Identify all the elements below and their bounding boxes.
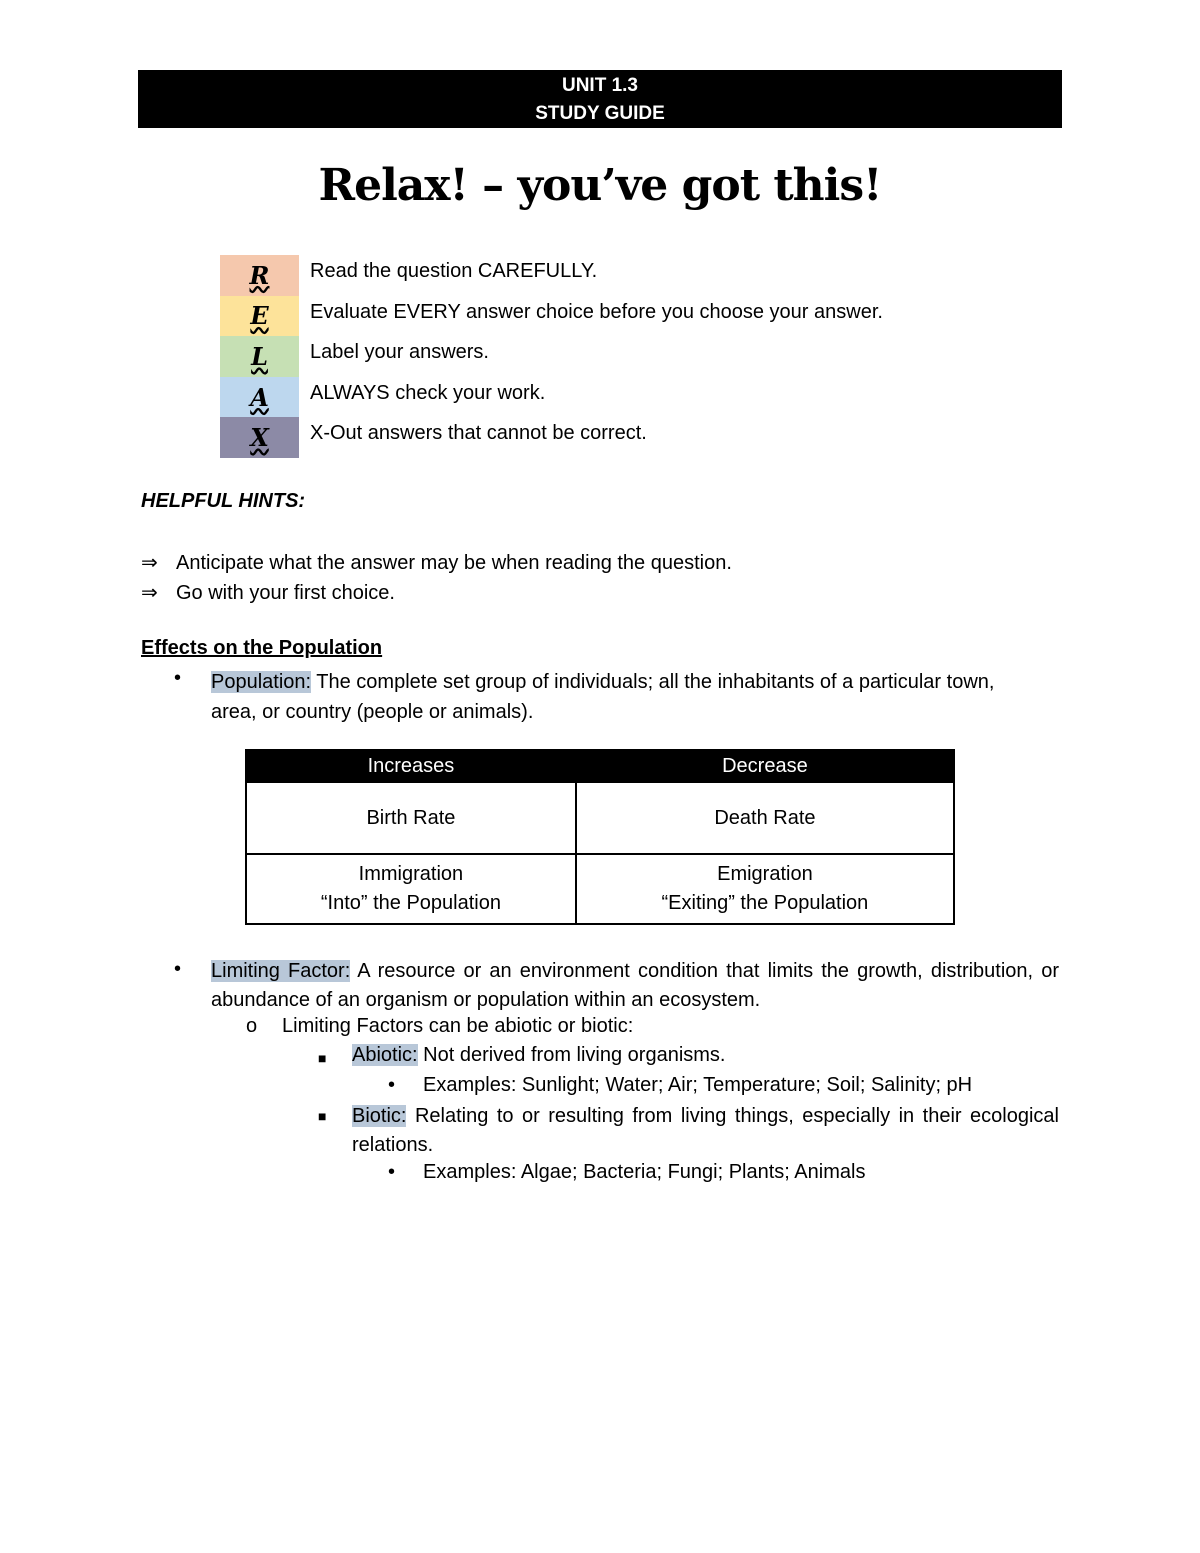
relax-text: Read the question CAREFULLY.: [310, 260, 598, 282]
biotic-text: Relating to or resulting from living things, especially in their ecological relations.: [352, 1105, 1059, 1156]
letter-a: A: [250, 382, 269, 412]
page-title: Relax! – you’ve got this!: [318, 160, 882, 211]
letter-l: L: [251, 341, 268, 371]
cell-line: Emigration: [717, 863, 813, 885]
relax-text: X-Out answers that cannot be correct.: [310, 422, 647, 445]
square-bullet-icon: ■: [318, 1108, 327, 1124]
population-definition: [211, 667, 1021, 727]
bullet-icon: •: [388, 1161, 396, 1183]
letter-r-box: [220, 255, 299, 296]
relax-text: Label your answers.: [310, 341, 489, 364]
limiting-sub: Limiting Factors can be abiotic or biotic:: [282, 1015, 634, 1037]
population-table: [245, 749, 955, 925]
biotic-examples: Examples: Algae; Bacteria; Fungi; Plants; Animals: [423, 1161, 866, 1183]
cell-line: Immigration: [358, 863, 464, 885]
relax-text: Evaluate EVERY answer choice before you choose your answer.: [310, 300, 883, 323]
abiotic-examples: Examples: Sunlight; Water; Air; Temperature; Soil; Salinity; pH: [423, 1074, 973, 1096]
limiting-definition: [211, 957, 1059, 1015]
biotic-term: Biotic:: [352, 1105, 407, 1127]
letter-x: X: [250, 423, 269, 453]
hint-text: Go with your first choice.: [176, 582, 395, 604]
table-cell: [246, 854, 576, 924]
letter-e: E: [250, 301, 269, 331]
table-header: Increases: [246, 750, 576, 782]
hint-item: [141, 550, 732, 575]
population-term: Population:: [211, 671, 312, 693]
table-cell: Birth Rate: [246, 782, 576, 854]
section-title: Effects on the Population: [141, 637, 383, 659]
letter-r: R: [249, 260, 270, 290]
limiting-text: A resource or an environment condition that limits the growth, distribution, or abundance of an organism or population within an ecosystem.: [211, 960, 1059, 1011]
letter-e-box: [220, 296, 299, 337]
letter-l-box: [220, 336, 299, 377]
table-cell: Death Rate: [576, 782, 954, 854]
hint-item: [141, 580, 395, 605]
cell-line: “Exiting” the Population: [661, 892, 869, 914]
square-bullet-icon: ■: [318, 1050, 327, 1066]
circle-bullet-icon: o: [246, 1015, 258, 1037]
arrow-icon: ⇒: [141, 552, 158, 574]
abiotic-definition: [352, 1044, 725, 1067]
cell-line: “Into” the Population: [320, 892, 501, 914]
letter-a-box: [220, 377, 299, 418]
guide-label: STUDY GUIDE: [535, 103, 665, 124]
table-cell: [576, 854, 954, 924]
header-bar: [138, 70, 1062, 128]
table-header: Decrease: [576, 750, 954, 782]
bullet-icon: •: [174, 958, 182, 980]
arrow-icon: ⇒: [141, 582, 158, 604]
limiting-term: Limiting Factor:: [211, 960, 351, 982]
bullet-icon: •: [388, 1074, 396, 1096]
relax-text: ALWAYS check your work.: [310, 381, 546, 404]
hints-title: HELPFUL HINTS:: [141, 490, 306, 512]
hint-text: Anticipate what the answer may be when reading the question.: [176, 552, 732, 574]
abiotic-text: Not derived from living organisms.: [417, 1044, 726, 1066]
letter-x-box: [220, 417, 299, 458]
unit-label: UNIT 1.3: [561, 75, 639, 96]
bullet-icon: •: [174, 667, 182, 689]
biotic-definition: [352, 1102, 1059, 1160]
population-text: The complete set group of individuals; all the inhabitants of a particular town, area, or country (people or animals).: [211, 671, 995, 723]
abiotic-term: Abiotic:: [352, 1044, 418, 1066]
